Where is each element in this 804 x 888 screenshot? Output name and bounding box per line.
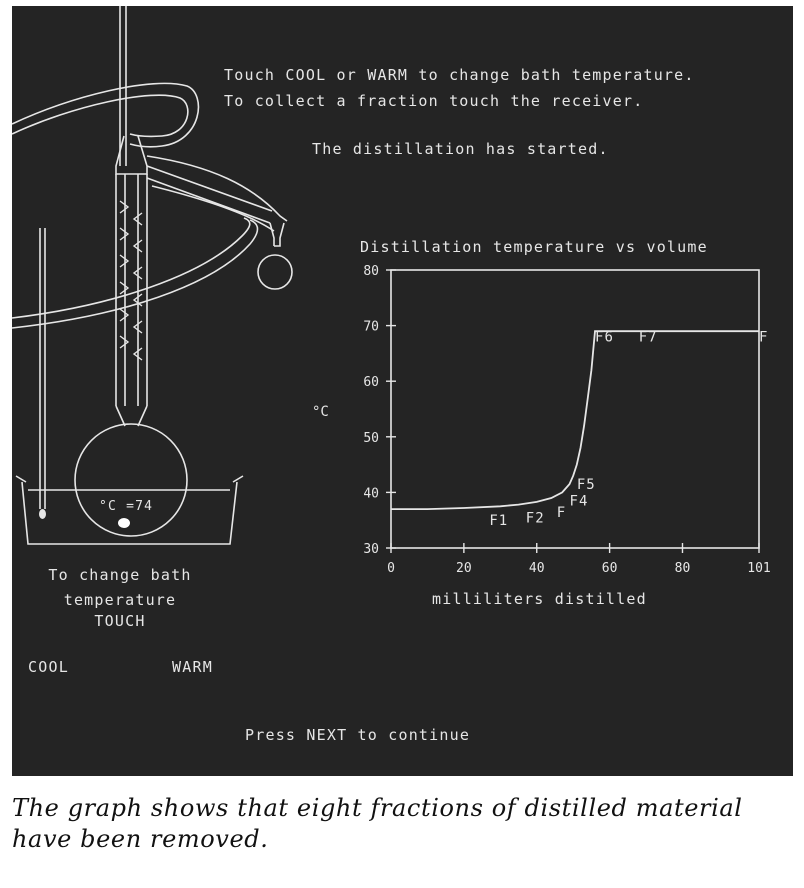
x-tick-label: 80 — [674, 561, 691, 576]
distillation-chart — [12, 6, 793, 776]
fraction-label: F6 — [595, 329, 614, 346]
y-tick-label: 50 — [363, 430, 379, 446]
x-tick-label: 20 — [456, 561, 472, 576]
temperature-curve — [391, 331, 759, 509]
fraction-label: F7 — [638, 329, 658, 346]
x-tick-label: 0 — [387, 561, 395, 576]
terminal-screen — [12, 6, 793, 776]
chart-ylabel: °C — [312, 404, 329, 420]
chart-xlabel: milliliters distilled — [432, 590, 647, 608]
fraction-label: F — [556, 504, 567, 521]
next-prompt[interactable]: Press NEXT to continue — [245, 726, 471, 744]
instruction-line-2: To collect a fraction touch the receiver. — [224, 92, 644, 110]
figure-caption: The graph shows that eight fractions of distilled material have been removed. — [12, 794, 743, 853]
y-tick-label: 30 — [363, 542, 379, 557]
fraction-label: F5 — [576, 477, 596, 494]
bath-temperature-readout: °C =74 — [99, 499, 154, 514]
side-label-line-1: To change bath — [48, 566, 192, 584]
y-tick-label: 70 — [363, 319, 379, 335]
warm-button[interactable]: WARM — [172, 658, 213, 676]
fraction-label: F — [759, 329, 769, 346]
y-tick-label: 40 — [363, 486, 379, 502]
chart-title: Distillation temperature vs volume — [360, 238, 708, 256]
fraction-label: F4 — [569, 493, 589, 510]
x-tick-label: 101 — [747, 561, 771, 576]
x-tick-label: 40 — [528, 561, 545, 576]
x-tick-label: 60 — [601, 561, 618, 576]
status-message: The distillation has started. — [312, 140, 609, 158]
side-label-line-3: TOUCH — [94, 612, 146, 630]
y-tick-label: 60 — [363, 375, 379, 391]
side-label-line-2: temperature — [63, 591, 177, 609]
cool-button[interactable]: COOL — [28, 658, 69, 676]
y-tick-label: 80 — [363, 264, 379, 279]
fraction-label: F1 — [489, 513, 509, 530]
fraction-label: F2 — [525, 510, 545, 527]
instruction-line-1: Touch COOL or WARM to change bath temperature. — [224, 66, 695, 84]
